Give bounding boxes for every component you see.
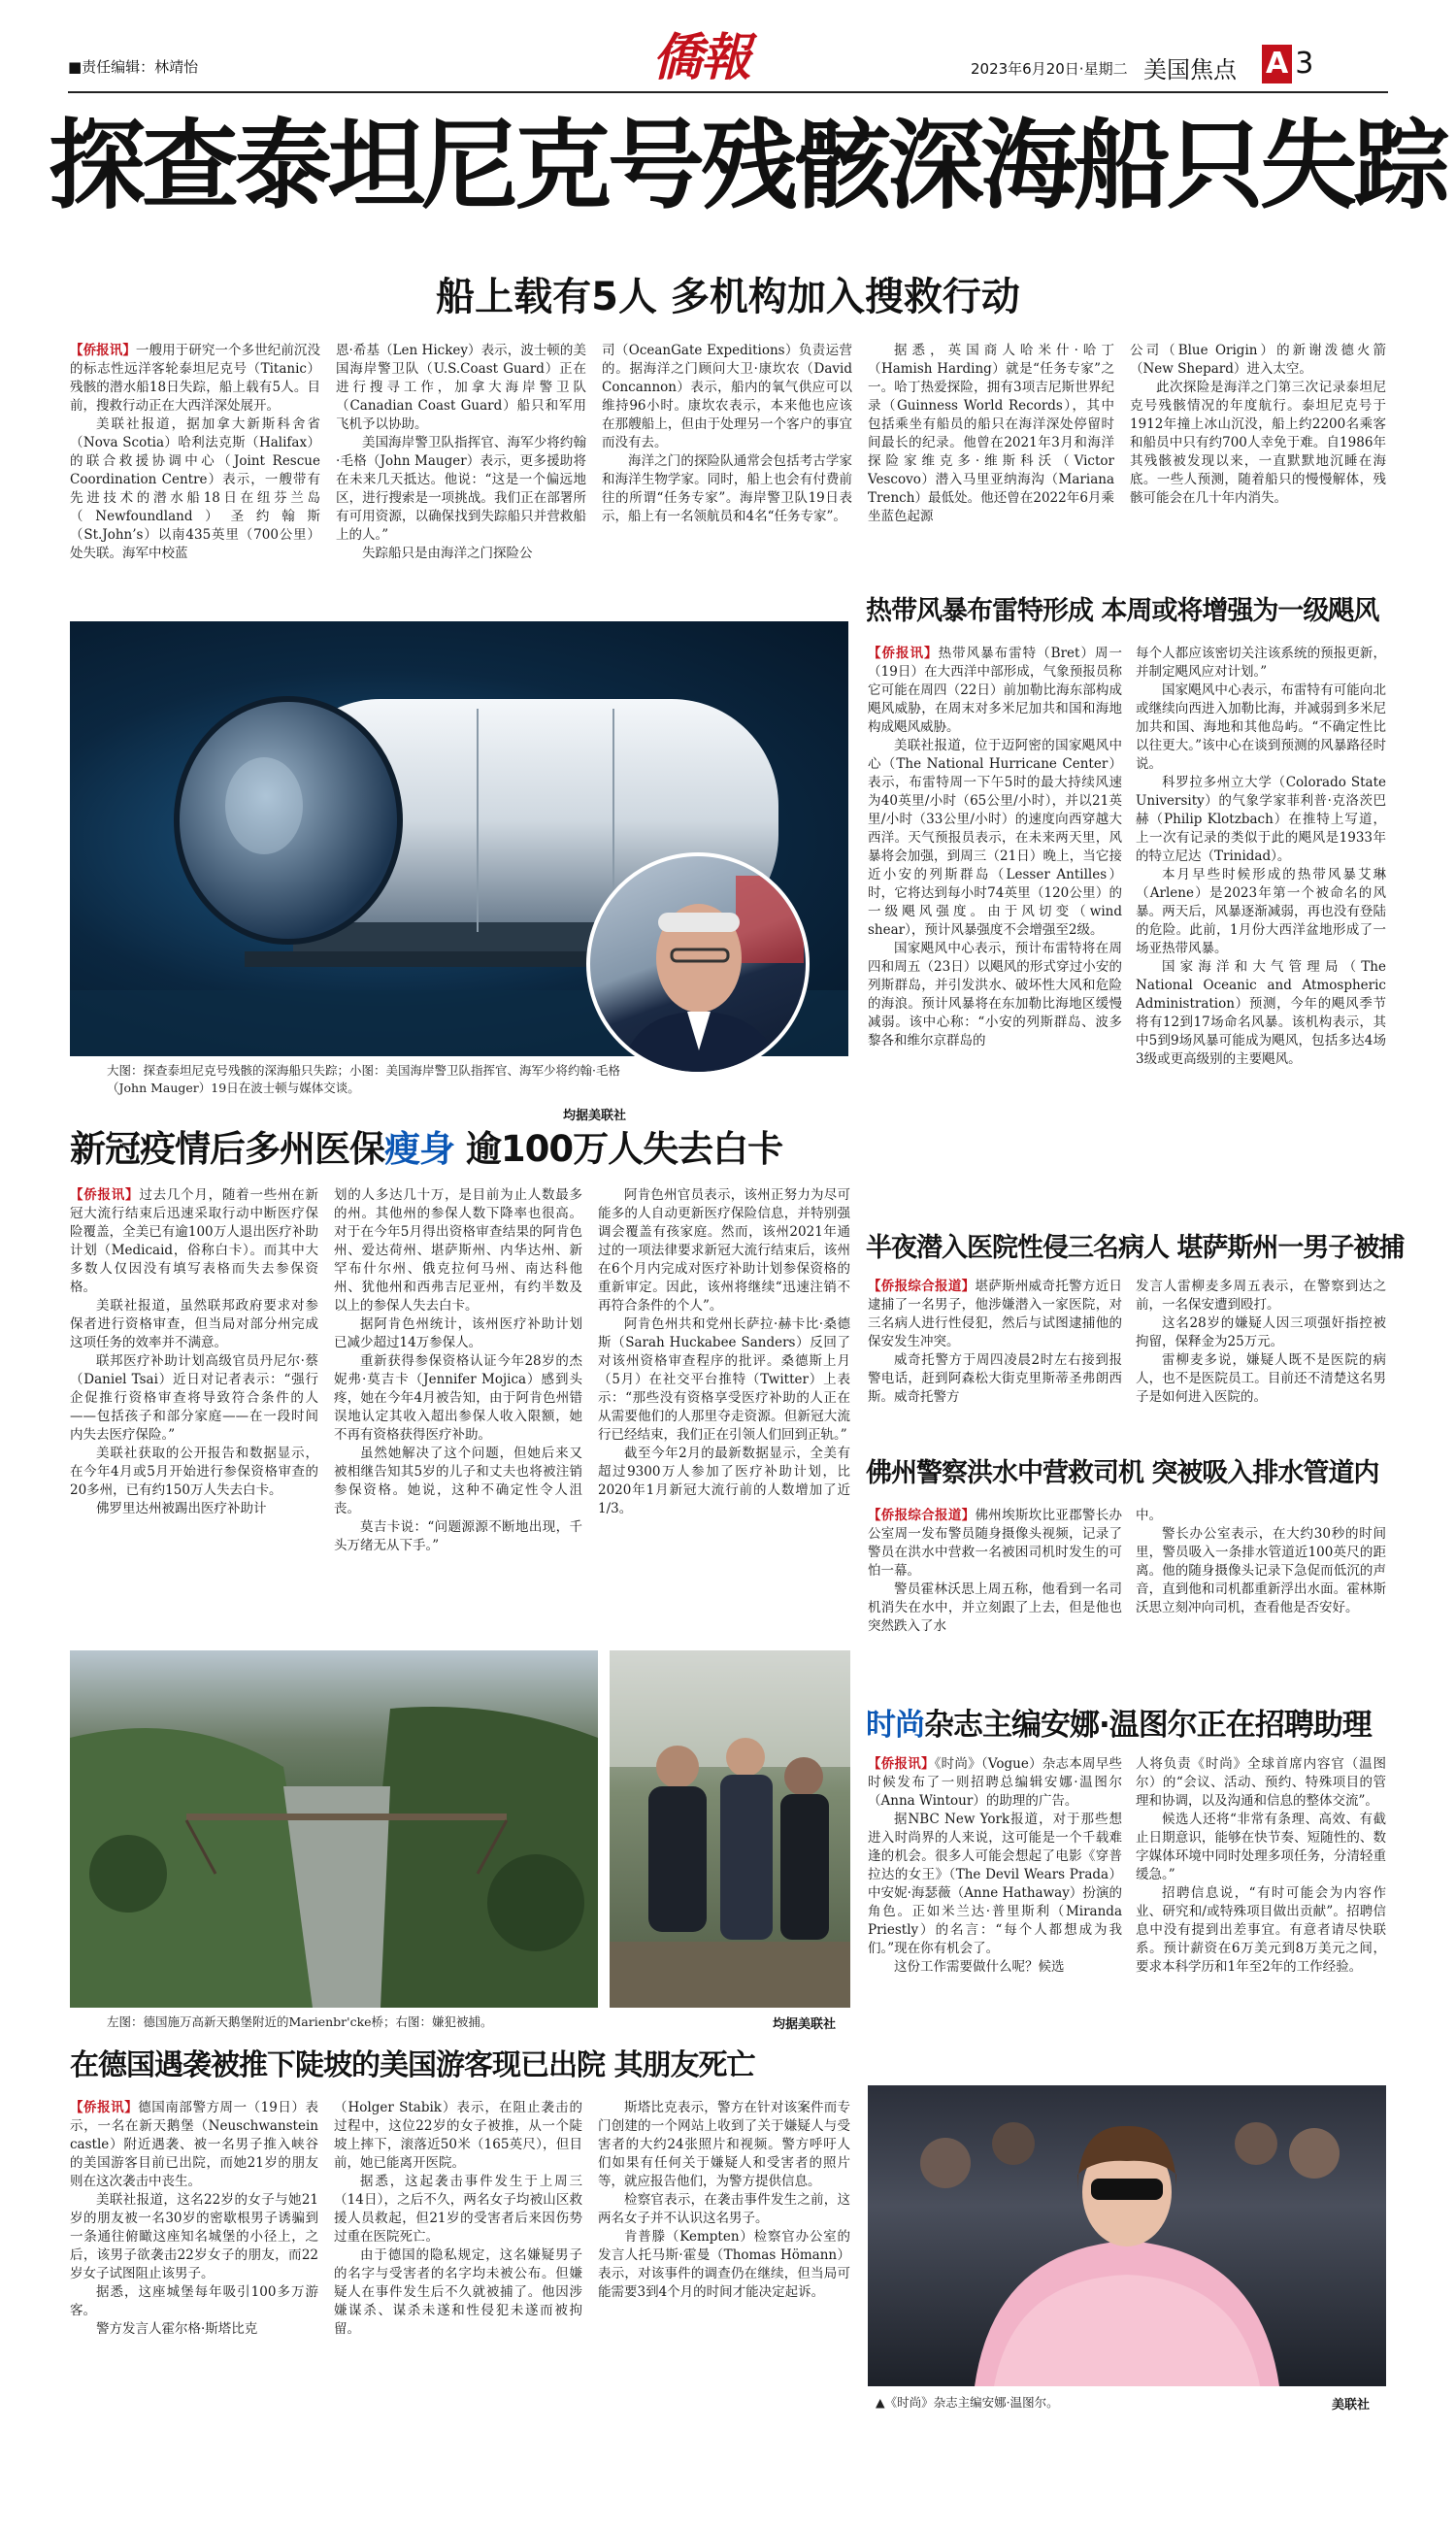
hospital-col-2: 发言人雷柳麦多周五表示，在警察到达之前，一名保安遭到殴打。 这名28岁的嫌疑人因三项强奸指控被拘留，保释金为25万元。 雷柳麦多说，嫌疑人既不是医院的病人，也不是医院员工。目前还不清楚这名男子是如何进入医院的。 [1136,1279,1386,1405]
titan-col-5: 公司（Blue Origin）的新谢泼德火箭（New Shepard）进入太空。 此次探险是海洋之门第三次记录泰坦尼克号残骸情况的年度航行。泰坦尼克号于1912年撞上冰山沉没，船上约2200名乘客和船员中只有约700人幸免于难。自1986年其残骸被发现以来，一直默默地沉睡在海底。一些人预测，随着船只的慢慢解体，残骸可能会在几十年内消失。 [1130,343,1386,506]
headline-police: 佛州警察洪水中营救司机 突被吸入排水管道内 [866,1458,1379,1488]
byline-tag: 【侨报讯】 [868,646,939,661]
covid-col-3: 阿肯色州官员表示，该州正努力为尽可能多的人自动更新医疗保险信息，并特别强调会覆盖有孩家庭。然而，该州2021年通过的一项法律要求新冠大流行结束后，该州在6个月内完成对医疗补助计划参保资格的重新审定。因此，该州将继续“迅速注销不再符合条件的个人”。 阿肯色州共和党州长萨拉·赫卡比·桑德斯（Sarah Huckabee Sanders）反回了对该州资格审查程序的批评。桑德斯上月（5月）在社交平台推特（Twitter）上表示：“那些没有资格享受医疗补助的人正在从需要他们的人那里夺走资源。但新冠大流行已经结束，我们正在引领人们回到正轨。” 截至今年2月的最新数据显示，全美有超过9300万人参加了医疗补助计划，比2020年1月新冠大流行前的人数增加了近1/3。 [598,1187,850,1516]
subhead-titan: 船上载有5人 多机构加入搜救行动 [436,275,1020,319]
germany-col-1: 【侨报讯】德国南部警方周一（19日）表示，一名在新天鹅堡（Neuschwanstein castle）附近遇袭、被一名男子推入峡谷的美国游客目前已出院，而她21岁的朋友则在这次袭击中丧生。 美联社报道，这名22岁的女子与她21岁的朋友被一名30岁的密歇根男子诱骗到一条通往俯瞰这座知名城堡的小径上，之后，该男子欲袭击22岁女子的朋友，而22岁女子试图阻止该男子。 据悉，这座城堡每年吸引100多万游客。 警方发言人霍尔格·斯塔比克 [70,2100,318,2337]
headline-germany: 在德国遇袭被推下陡坡的美国游客现已出院 其朋友死亡 [70,2048,755,2082]
byline-tag: 【侨报讯】 [70,2100,139,2115]
storm-col-1: 【侨报讯】热带风暴布雷特（Bret）周一（19日）在大西洋中部形成，气象预报员称它可能在周四（22日）前加勒比海东部构成飓风威胁，在周末对多米尼加共和国和海地构成飓风威胁。 美联社报道，位于迈阿密的国家飓风中心（The National Hurricane Center）表示，布雷特周一下午5时的最大持续风速为40英里/小时（65公里/小时），并以21英里/小时（33公里/小时）的速度向西穿越大西洋。天气预报员表示，在未来两天里，风暴将会加强，到周三（21日）晚上，当它接近小安的列斯群岛（Lesser Antilles）时，它将达到每小时74英里（120公里）的一级飓风强度。由于风切变（wind shear），预计风暴强度不会增强至2级。 国家飓风中心表示，预计布雷特将在周四和周五（23日）以飓风的形式穿过小安的列斯群岛，并引发洪水、破坏性大风和危险的海浪。预计风暴将在东加勒比海地区缓慢减弱。该中心称：“小安的列斯群岛、波多黎各和维尔京群岛的 [868,646,1122,1048]
byline-tag: 【侨报综合报道】 [868,1279,976,1294]
byline-tag: 【侨报讯】 [70,343,136,358]
wintour-caption: ▲《时尚》杂志主编安娜·温图尔。 [876,2395,1059,2410]
byline-tag: 【侨报综合报道】 [868,1508,976,1523]
headline-hospital: 半夜潜入医院性侵三名病人 堪萨斯州一男子被捕 [866,1233,1405,1263]
editor-line: ■责任编辑：林靖怡 [68,58,199,76]
page-number-badge [1262,45,1313,83]
storm-col-2: 每个人都应该密切关注该系统的预报更新，并制定飓风应对计划。” 国家飓风中心表示，布雷特有可能向北或继续向西进入加勒比海，并减弱到多米尼加共和国、海地和其他岛屿。“不确定性比以往更大。”该中心在谈到预测的风暴路径时说。 科罗拉多州立大学（Colorado State University）的气象学家菲利普·克洛茨巴赫（Philip Klotzbach）在推特上写道，上一次有记录的类似于此的飓风是1933年的特立尼达（Trinidad）。 本月早些时候形成的热带风暴艾琳（Arlene）是2023年第一个被命名的风暴。两天后，风暴逐渐减弱，再也没有登陆的危险。此前，1月份大西洋盆地形成了一场亚热带风暴。 国家海洋和大气管理局（The National Oceanic and Atmospheric Administration）预测，今年的飓风季节将有12到17场命名风暴。该机构表示，其中5到9场风暴可能成为飓风，包括多达4场3级或更高级别的主要飓风。 [1136,646,1386,1067]
masthead-logo: 僑報 [652,28,750,87]
germany-credit: 均据美联社 [773,2017,837,2032]
headline-storm: 热带风暴布雷特形成 本周或将增强为一级飓风 [866,596,1379,626]
header-rule [68,91,1388,93]
officer-silhouette [590,856,810,1076]
germany-caption: 左图：德国施万高新天鹅堡附近的Marienbr'cke桥；右图：嫌犯被捕。 [107,2014,493,2029]
castle-bridge-photo [70,1650,598,2008]
police-col-1: 【侨报综合报道】佛州埃斯坎比亚郡警长办公室周一发布警员随身摄像头视频，记录了警员在洪水中营救一名被困司机时发生的可怕一幕。 警员霍林沃思上周五称，他看到一名司机消失在水中，并立刻跟了上去，但是他也突然跌入了水 [868,1508,1122,1634]
byline-tag: 【侨报讯】 [868,1756,935,1772]
titan-col-2: 恩·希基（Len Hickey）表示，波士顿的美国海岸警卫队（U.S.Coast Guard）正在进行搜寻工作，加拿大海岸警卫队（Canadian Coast Guard）船只和军用飞机予以协助。 美国海岸警卫队指挥官、海军少将约翰·毛格（John Mauger）表示，更多援助将在未来几天抵达。他说：“这是一个偏远地区，进行搜索是一项挑战。我们正在部署所有可用资源，以确保找到失踪船只并营救船上的人。” 失踪船只是由海洋之门探险公 [336,343,586,561]
wintour-photo [868,2085,1386,2386]
issue-date: 2023年6月20日·星期二 [971,60,1128,78]
titan-col-4: 据悉，英国商人哈米什·哈丁（Hamish Harding）就是“任务专家”之一。哈丁热爱探险，拥有3项吉尼斯世界纪录（Guinness World Records），其中包括乘坐有船员的船只在海洋深处停留时间最长的纪录。他曾在2021年3月和海洋探险家维克多·维斯科沃（Victor Vescovo）潜入马里亚纳海沟（Mariana Trench）最低处。他还曾在2022年6月乘坐蓝色起源 [868,343,1114,524]
vogue-col-2: 人将负责《时尚》全球首席内容官（温图尔）的“会议、活动、预约、特殊项目的管理和协调，以及沟通和信息的整体交流”。 候选人还将“非常有条理、高效、有截止日期意识，能够在快节奏、短随性的、数字媒体环境中同时处理多项任务，分清轻重缓急。” 招聘信息说，“有时可能会为内容作业、研究和/或特殊项目做出贡献”。招聘信息中没有提到出差事宜。有意者请尽快联系。预计薪资在6万美元到8万美元之间，要求本科学历和1年至2年的工作经验。 [1136,1756,1386,1975]
titan-col-1: 【侨报讯】一艘用于研究一个多世纪前沉没的标志性远洋客轮泰坦尼克号（Titanic）残骸的潜水船18日失踪，船上载有5人。目前，搜救行动正在大西洋深处展开。 美联社报道，据加拿大新斯科舍省（Nova Scotia）哈利法克斯（Halifax）的联合救援协调中心（Joint Rescue Coordination Centre）表示，一艘带有先进技术的潜水船18日在纽芬兰岛（Newfoundland）圣约翰斯（St.John’s）以南435英里（700公里）处失联。海军中校蓝 [70,343,320,561]
inset-portrait [586,852,810,1076]
germany-col-2: （Holger Stabik）表示，在阻止袭击的过程中，这位22岁的女子被推，从一个陡坡上摔下，滚落近50米（165英尺），但目前，她已能离开医院。 据悉，这起袭击事件发生于上周三（14日），之后不久，两名女子均被山区救援人员救起，但21岁的受害者后来因伤势过重在医院死亡。 由于德国的隐私规定，这名嫌疑男子的名字与受害者的名字均未被公布。但嫌疑人在事件发生后不久就被捕了。他因涉嫌谋杀、谋杀未遂和性侵犯未遂而被拘留。 [334,2100,582,2337]
arrest-photo [610,1650,850,2008]
covid-col-1: 【侨报讯】过去几个月，随着一些州在新冠大流行结束后迅速采取行动中断医疗保险覆盖，全美已有逾100万人退出医疗补助计划（Medicaid，俗称白卡）。而其中大多数人仅因没有填写表格而失去参保资格。 美联社报道，虽然联邦政府要求对参保者进行资格审查，但当局对部分州完成这项任务的效率并不满意。 联邦医疗补助计划高级官员丹尼尔·蔡（Daniel Tsai）近日对记者表示：“强行企促推行资格审查将导致符合条件的人——包括孩子和部分家庭——在一段时间内失去医疗保险。” 美联社获取的公开报告和数据显示，在今年4月或5月开始进行参保资格审查的20多州，已有约150万人失去白卡。 佛罗里达州被踢出医疗补助计 [70,1187,318,1516]
headline-covid: 新冠疫情后多州医保瘦身 逾100万人失去白卡 [70,1128,783,1170]
headline-titan: 探查泰坦尼克号残骸深海船只失踪 [49,109,1446,222]
section-name: 美国焦点 [1143,56,1237,83]
vogue-col-1: 【侨报讯】《时尚》（Vogue）杂志本周早些时候发布了一则招聘总编辑安娜·温图尔（Anna Wintour）的助理的广告。 据NBC New York报道，对于那些想进入时尚界的人来说，这可能是一个千载难逢的机会。很多人可能会想起了电影《穿普拉达的女王》（The Devil Wears Prada）中安妮·海瑟薇（Anne Hathaway）扮演的角色。正如米兰达·普里斯利（Miranda Priestly）的名言：“每个人都想成为我们。”现在你有机会了。 这份工作需要做什么呢？候选 [868,1756,1122,1975]
police-col-2: 中。 警长办公室表示，在大约30秒的时间里，警员吸入一条排水管道近100英尺的距离。他的随身摄像头记录下急促而低沉的声音，直到他和司机都重新浮出水面。霍林斯沃思立刻冲向司机，查看他是否安好。 [1136,1508,1386,1615]
byline-tag: 【侨报讯】 [70,1187,140,1203]
page-letter: A [1262,45,1292,83]
hospital-col-1: 【侨报综合报道】堪萨斯州威奇托警方近日逮捕了一名男子，他涉嫌潜入一家医院，对三名病人进行性侵犯，然后与试图逮捕他的保安发生冲突。 威奇托警方于周四凌晨2时左右接到报警电话，赶到阿森松大街克里斯蒂圣弗朗西斯。威奇托警方 [868,1279,1122,1405]
titan-caption: 大图：探查泰坦尼克号残骸的深海船只失踪；小图：美国海岸警卫队指挥官、海军少将约翰·毛格（John Mauger）19日在波士顿与媒体交谈。 [107,1063,620,1095]
wintour-illustration [868,2085,1386,2386]
wintour-credit: 美联社 [1332,2398,1371,2413]
germany-col-3: 斯塔比克表示，警方在针对该案件而专门创建的一个网站上收到了关于嫌疑人与受害者的大约24张照片和视频。警方呼吁人们如果有任何关于嫌疑人和受害者的照片等，就应报告他们，为警方提供信息。 检察官表示，在袭击事件发生之前，这两名女子并不认识这名男子。 肯普滕（Kempten）检察官办公室的发言人托马斯·霍曼（Thomas Hömann）表示，对该事件的调查仍在继续，但当局可能需要3到4个月的时间才能决定起诉。 [598,2100,850,2300]
gorge-illustration [70,1650,598,2008]
titan-col-3: 司（OceanGate Expeditions）负责运营的。据海洋之门顾问大卫·康坎农（David Concannon）表示，船内的氧气供应可以维持96小时。康坎农表示，本来他也应该在那艘船上，但由于处理另一个客户的事宜而没有去。 海洋之门的探险队通常会包括考古学家和海洋生物学家。同时，船上也会有付费前往的所谓“任务专家”。海岸警卫队19日表示，船上有一名领航员和4名“任务专家”。 [602,343,852,524]
page-digit: 3 [1295,47,1314,81]
covid-col-2: 划的人多达几十万，是目前为止人数最多的州。其他州的参保人数下降率也很高。对于在今年5月得出资格审查结果的阿肯色州、爱达荷州、堪萨斯州、内华达州、新罕布什尔州、俄克拉何马州、南达科他州、犹他州和西弗吉尼亚州，有约半数及以上的参保人失去白卡。 据阿肯色州统计，该州医疗补助计划已减少超过14万参保人。 重新获得参保资格认证今年28岁的杰妮弗·莫吉卡（Jennifer Mojica）感到头疼，她在今年4月被告知，由于阿肯色州错误地认定其收入超出参保人收入限额，她不再有资格获得医疗补助。 虽然她解决了这个问题，但她后来又被相继告知其5岁的儿子和丈夫也将被注销参保资格。她说，这种不确定性令人沮丧。 莫吉卡说：“问题源源不断地出现，千头万绪无从下手。” [334,1187,582,1553]
arrest-illustration [610,1650,850,2008]
titan-credit: 均据美联社 [563,1109,627,1123]
headline-vogue: 时尚杂志主编安娜·温图尔正在招聘助理 [866,1708,1372,1743]
